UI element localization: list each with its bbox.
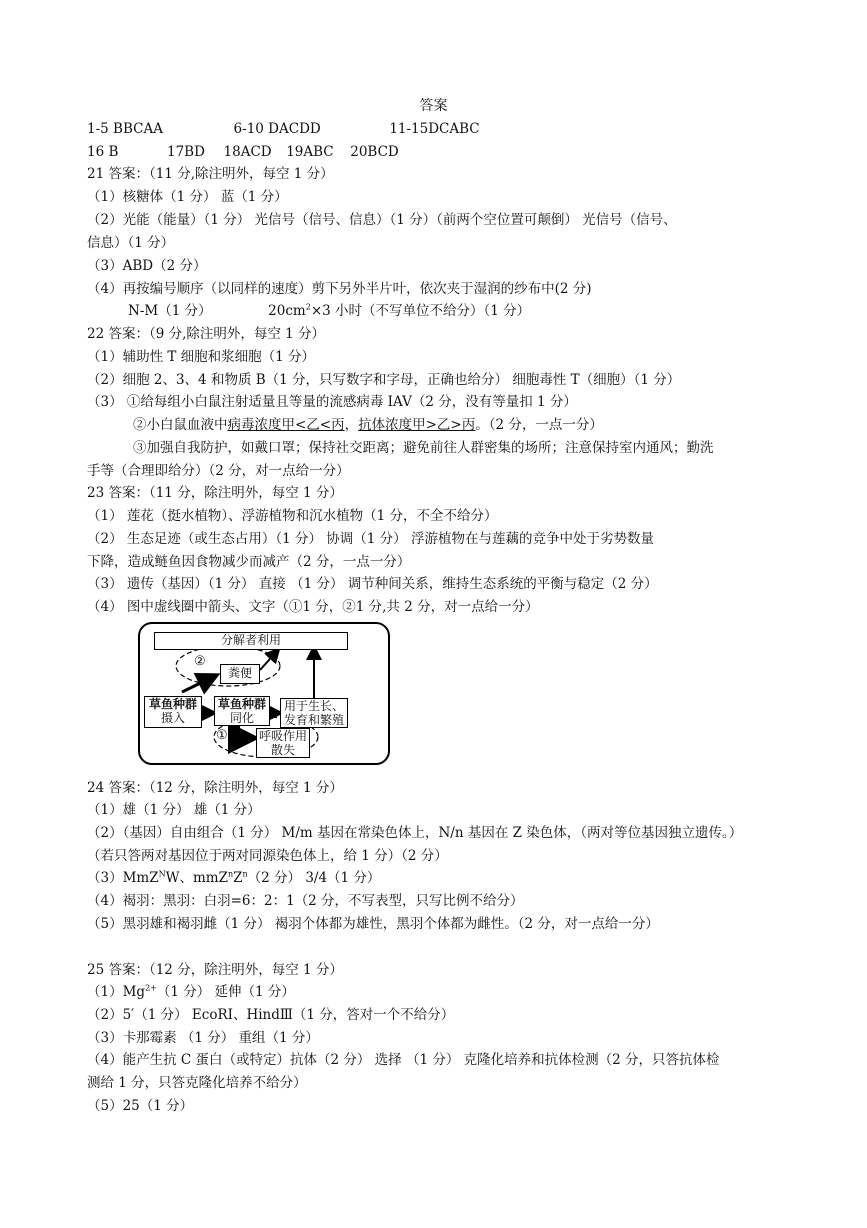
box-respiration-l1: 呼吸作用 <box>258 729 307 743</box>
mc-19: 19ABC <box>286 144 334 160</box>
q22-header: 22 答案：（9 分,除注明外，每空 1 分） <box>87 326 326 342</box>
q22-line-4 <box>133 415 603 435</box>
q24-genotype-d: （2 分） 3/4（1 分） <box>247 870 381 886</box>
page-title: 答案 <box>419 98 448 114</box>
mark-1: ① <box>216 728 228 743</box>
q23-line-2: （2） 生态足迹（或生态占用）（1 分） 协调（1 分） 浮游植物在与莲藕的竞争中处于劣势数量 <box>87 531 654 547</box>
q24-header: 24 答案：（12 分，除注明外，每空 1 分） <box>87 780 343 796</box>
q24-line-5: （5）黑羽雄和褐羽雌（1 分） 褐羽个体都为雄性，黑羽个体都为雌性。（2 分，对一点给一分） <box>87 916 659 932</box>
q25-line-1-rest: （1 分） 延伸（1 分） <box>156 984 295 1000</box>
q23-line-2b: 下降，造成鲢鱼因食物减少而减产（2 分，一点一分） <box>87 554 411 570</box>
box-growth-l2: 发育和繁殖 <box>283 713 344 727</box>
q21-answer-nm: N-M（1 分） <box>128 303 212 319</box>
q22-line-3: （3） ①给每组小白鼠注射适量且等量的流感病毒 IAV（2 分，没有等量扣 1 分） <box>87 394 577 410</box>
box-feces: 粪便 <box>220 664 260 684</box>
energy-flow-diagram <box>138 622 390 765</box>
arrow-intake-to-feces <box>182 676 215 692</box>
mc-row-2 <box>87 142 399 162</box>
q22-line-1: （1）辅助性 T 细胞和浆细胞（1 分） <box>87 349 316 365</box>
q25-line-3: （3）卡那霉素 （1 分） 重组（1 分） <box>87 1030 319 1046</box>
q24-line-2: （2）（基因）自由组合（1 分） M/m 基因在常染色体上，N/n 基因在 Z 染色体，（两对等位基因独立遗传。） <box>87 825 743 841</box>
q22-line-5: ③加强自我防护，如戴口罩；保持社交距离；避免前往人群密集的场所；注意保持室内通风；勤洗 <box>133 440 714 456</box>
box-respiration <box>256 728 310 758</box>
q25-line-1 <box>87 982 295 1002</box>
box-assimilation-l1: 草鱼种群 <box>217 697 266 711</box>
q25-line-4: （4）能产生抗 C 蛋白（或特定）抗体（2 分） 选择 （1 分） 克隆化培养和抗体检测（2 分，只答抗体检 <box>87 1052 720 1068</box>
box-intake-l2: 摄入 <box>160 711 185 725</box>
box-intake <box>144 696 202 728</box>
mc-18: 18ACD <box>223 144 272 160</box>
box-decomposer: 分解者利用 <box>154 632 348 650</box>
q25-line-4b: 测给 1 分，只答克隆化培养不给分） <box>87 1075 307 1091</box>
arrow-feces-to-decomposer <box>260 650 278 670</box>
q22-line-2: （2）细胞 2、3、4 和物质 B（1 分，只写数字和字母，正确也给分） 细胞毒性 T（细胞）（1 分） <box>87 372 681 388</box>
q24-line-2b: （若只答两对基因位于两对同源染色体上，给 1 分）（2 分） <box>87 848 448 864</box>
mark-2: ② <box>194 654 206 669</box>
q22-line-5b: 手等（合理即给分）（2 分，对一点给一分） <box>87 463 350 479</box>
q22-line-4-comma: ， <box>344 417 359 433</box>
q21-line-4: （4）再按编号顺序（以同样的速度）剪下另外半片叶，依次夹于湿润的纱布中(2 分) <box>87 281 592 297</box>
box-assimilation-l2: 同化 <box>229 711 254 725</box>
q24-sup-n2: n <box>227 869 234 879</box>
mc-17: 17BD <box>166 144 205 160</box>
q21-line-2: （2）光能（能量）（1 分） 光信号（信号、信息）（1 分）（前两个空位置可颠倒） 光信号（信号、 <box>87 212 677 228</box>
box-respiration-l2: 散失 <box>270 743 295 757</box>
mc-11-15: 11-15DCABC <box>389 121 480 137</box>
box-growth-l1: 用于生长、 <box>283 699 344 713</box>
q22-antibody-concentration: 抗体浓度甲>乙>丙 <box>358 417 476 433</box>
q24-sup-n3: n <box>242 869 248 879</box>
q21-header: 21 答案：（11 分,除注明外，每空 1 分） <box>87 166 334 182</box>
q21-line-2b: 信息）（1 分） <box>87 235 175 251</box>
mc-20: 20BCD <box>350 144 399 160</box>
q21-answer-time: ×3 小时（不写单位不给分）（1 分） <box>310 303 531 319</box>
q25-mg: （1）Mg <box>87 984 146 1000</box>
box-assimilation <box>214 696 270 726</box>
q25-header: 25 答案：（12 分，除注明外，每空 1 分） <box>87 962 343 978</box>
mc-row-1 <box>87 119 480 139</box>
q22-line-4-c: 。（2 分，一点一分） <box>475 417 603 433</box>
q23-header: 23 答案：（11 分，除注明外，每空 1 分） <box>87 485 343 501</box>
q24-genotype-a: （3）MmZ <box>87 870 159 886</box>
q21-area-exponent: 2 <box>305 302 311 312</box>
q22-line-4-a: ②小白鼠血液中 <box>133 417 228 433</box>
q23-line-1: （1） 莲花（挺水植物）、浮游植物和沉水植物（1 分，不全不给分） <box>87 508 498 524</box>
q24-genotype-b: W、mmZ <box>165 870 228 886</box>
q24-sup-n: N <box>158 869 166 879</box>
q25-line-5: （5）25（1 分） <box>87 1098 194 1114</box>
q23-line-3: （3） 遗传（基因）（1 分） 直接 （1 分） 调节种间关系，维持生态系统的平衡与稳定（2 分） <box>87 576 658 592</box>
q25-line-2: （2）5′（1 分） EcoRI、HindⅢ（1 分，答对一个不给分） <box>87 1007 455 1023</box>
q21-line-1: （1）核糖体（1 分） 蓝（1 分） <box>87 189 288 205</box>
q25-mg-charge: 2+ <box>145 983 157 993</box>
q22-virus-concentration: 病毒浓度甲<乙<丙 <box>227 417 345 433</box>
mc-6-10: 6-10 DACDD <box>233 121 321 137</box>
q23-line-4: （4） 图中虚线圈中箭头、文字（①1 分，②1 分,共 2 分，对一点给一分） <box>87 599 539 615</box>
q24-line-4: （4）褐羽：黑羽：白羽=6：2：1（2 分，不写表型，只写比例不给分） <box>87 893 524 909</box>
mc-16: 16 B <box>87 144 119 160</box>
q21-answer-area: 20cm <box>268 303 306 319</box>
q24-genotype-c: Z <box>233 870 243 886</box>
mc-1-5: 1-5 BBCAA <box>87 121 163 137</box>
arrow-assimilation-to-respiration <box>238 724 252 738</box>
q24-line-1: （1）雄（1 分） 雄（1 分） <box>87 802 261 818</box>
box-intake-l1: 草鱼种群 <box>148 697 197 711</box>
q24-line-3 <box>87 868 380 888</box>
q21-line-4b <box>128 301 530 321</box>
q21-line-3: （3）ABD（2 分） <box>87 258 207 274</box>
box-growth <box>280 698 348 728</box>
